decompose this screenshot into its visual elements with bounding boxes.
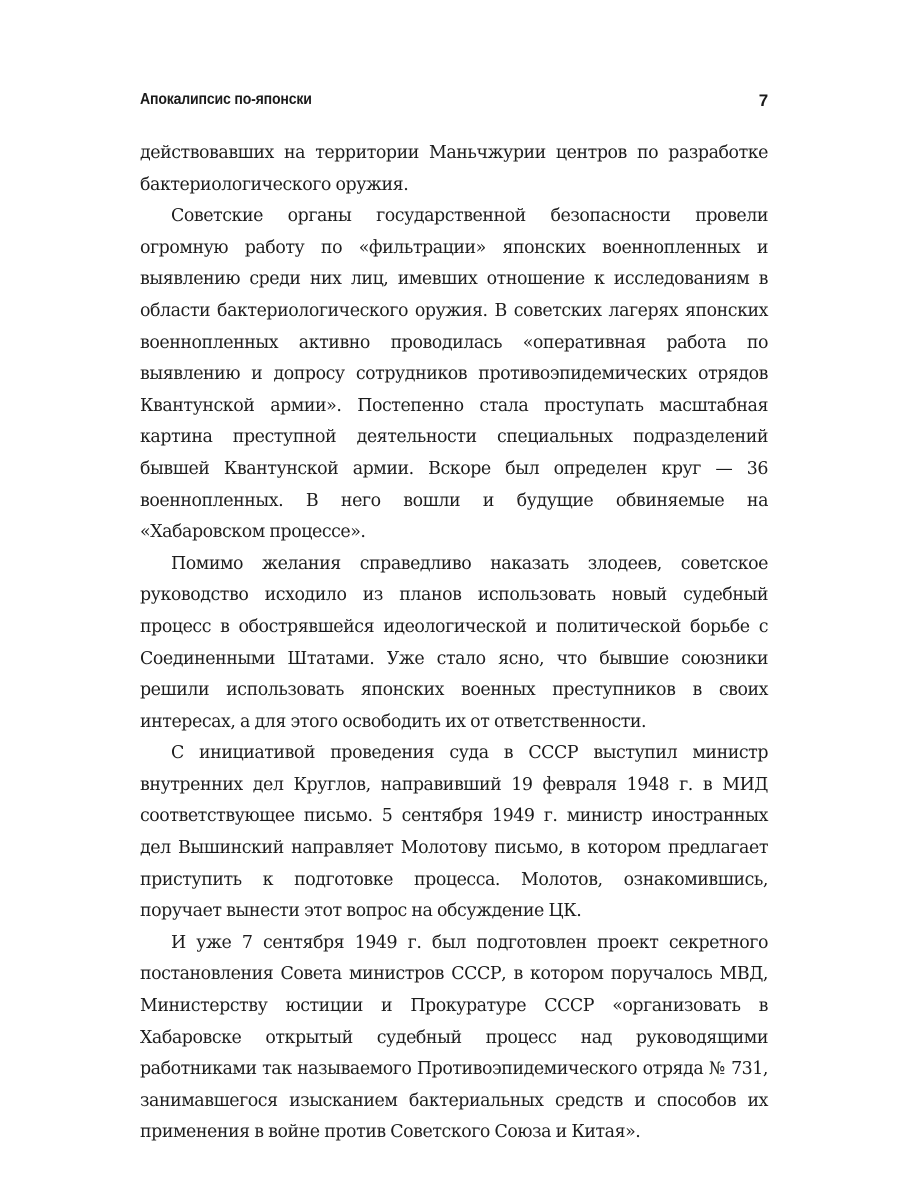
body-text — [140, 138, 768, 1149]
paragraph-3: Помимо желания справедливо наказать злодеев, советское руководство исходило из планов использовать новый судебный процесс в обострявшейся идеологической и политической борьбе с Соединенными Штатами. Уже стало ясно, что бывшие союзники решили использовать японских военных преступников в своих интересах, а для этого освободить их от ответственности. — [140, 553, 768, 732]
paragraph-2: Советские органы государственной безопасности провели огромную работу по «фильтрации» японских военнопленных и выявлению среди них лиц, имевших отношение к исследованиям в области бактериологического оружия. В советских лагерях японских военнопленных активно проводилась «оперативная работа по выявлению и допросу сотрудников противоэпидемических отрядов Квантунской армии». Постепенно стала проступать масштабная картина преступной деятельности специальных подразделений бывшей Квантунской армии. Вскоре был определен круг — 36 военнопленных. В него вошли и будущие обвиняемые на «Хабаровском процессе». — [140, 206, 768, 543]
running-head-title: Апокалипсис по-японски — [140, 91, 312, 108]
paragraph-4: С инициативой проведения суда в СССР выступил министр внутренних дел Круглов, направивший 19 февраля 1948 г. в МИД соответствующее письмо. 5 сентября 1949 г. министр иностранных дел Вышинский направляет Молотову письмо, в котором предлагает приступить к подготовке процесса. Молотов, ознакомившись, поручает вынести этот вопрос на обсуждение ЦК. — [140, 743, 768, 922]
paragraph-5: И уже 7 сентября 1949 г. был подготовлен проект секретного постановления Совета министров СССР, в котором поручалось МВД, Министерству юстиции и Прокуратуре СССР «организовать в Хабаровске открытый судебный процесс над руководящими работниками так называемого Противоэпидемического отряда № 731, занимавшегося изысканием бактериальных средств и способов их применения в войне против Советского Союза и Китая». — [140, 932, 768, 1143]
running-head — [140, 91, 768, 117]
paragraph-1: действовавших на территории Маньчжурии центров по разработке бактериологического оружия. — [140, 143, 768, 195]
page-number: 7 — [758, 91, 768, 110]
